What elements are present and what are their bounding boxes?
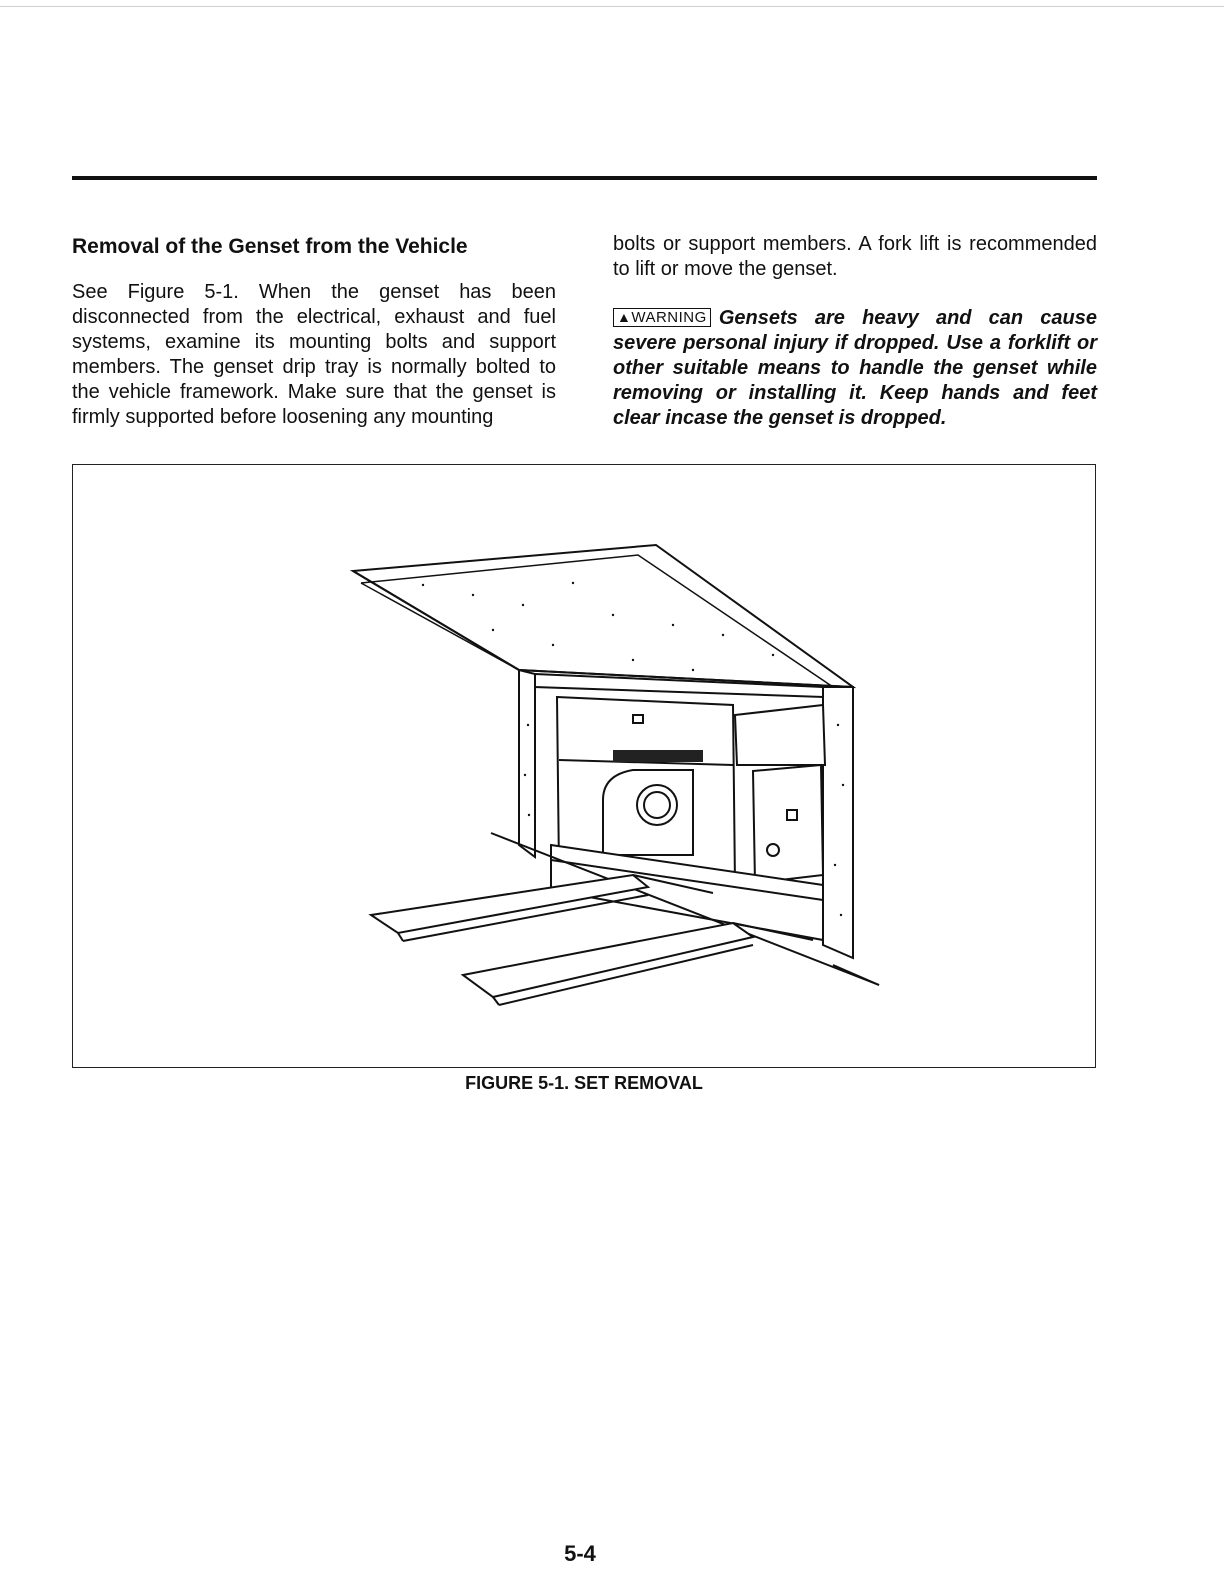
warning-triangle-icon: ▲ — [617, 309, 632, 325]
warning-text: Gensets are heavy and can cause severe personal injury if dropped. Use a forklift or other suitable means to handle the genset while removing or installing it. Keep hands and feet clear incase the genset is dropped. — [613, 307, 1097, 429]
genset-access-door — [603, 770, 693, 855]
warning-badge — [613, 308, 711, 327]
figure-caption: FIGURE 5-1. SET REMOVAL — [465, 1073, 703, 1093]
right-paragraph: bolts or support members. A fork lift is recommended to lift or move the genset. — [613, 233, 1097, 280]
genset-control-box — [735, 705, 825, 765]
genset-removal-illustration — [73, 465, 1094, 1066]
left-column — [72, 232, 556, 430]
warning-label: WARNING — [631, 309, 707, 326]
figure-5-1 — [72, 464, 1096, 1068]
right-column — [613, 232, 1097, 431]
forklift-tine-lower — [463, 923, 753, 997]
genset-brand-band — [613, 750, 703, 762]
header-rule — [72, 176, 1097, 180]
genset-side-panel — [753, 765, 823, 883]
left-wall — [519, 670, 535, 857]
top-edge-rule — [0, 6, 1224, 7]
section-heading: Removal of the Genset from the Vehicle — [72, 235, 468, 258]
left-paragraph: See Figure 5-1. When the genset has been disconnected from the electrical, exhaust and fuel systems, examine its mounting bolts and support members. The genset drip tray is normally bolted to the vehicle framework. Make sure that the genset is firmly supported before loosening any mounting — [72, 281, 556, 428]
right-wall — [823, 687, 853, 958]
forklift-tine-upper — [371, 875, 648, 933]
page-number: 5-4 — [564, 1541, 596, 1566]
warning-block — [613, 306, 1097, 431]
